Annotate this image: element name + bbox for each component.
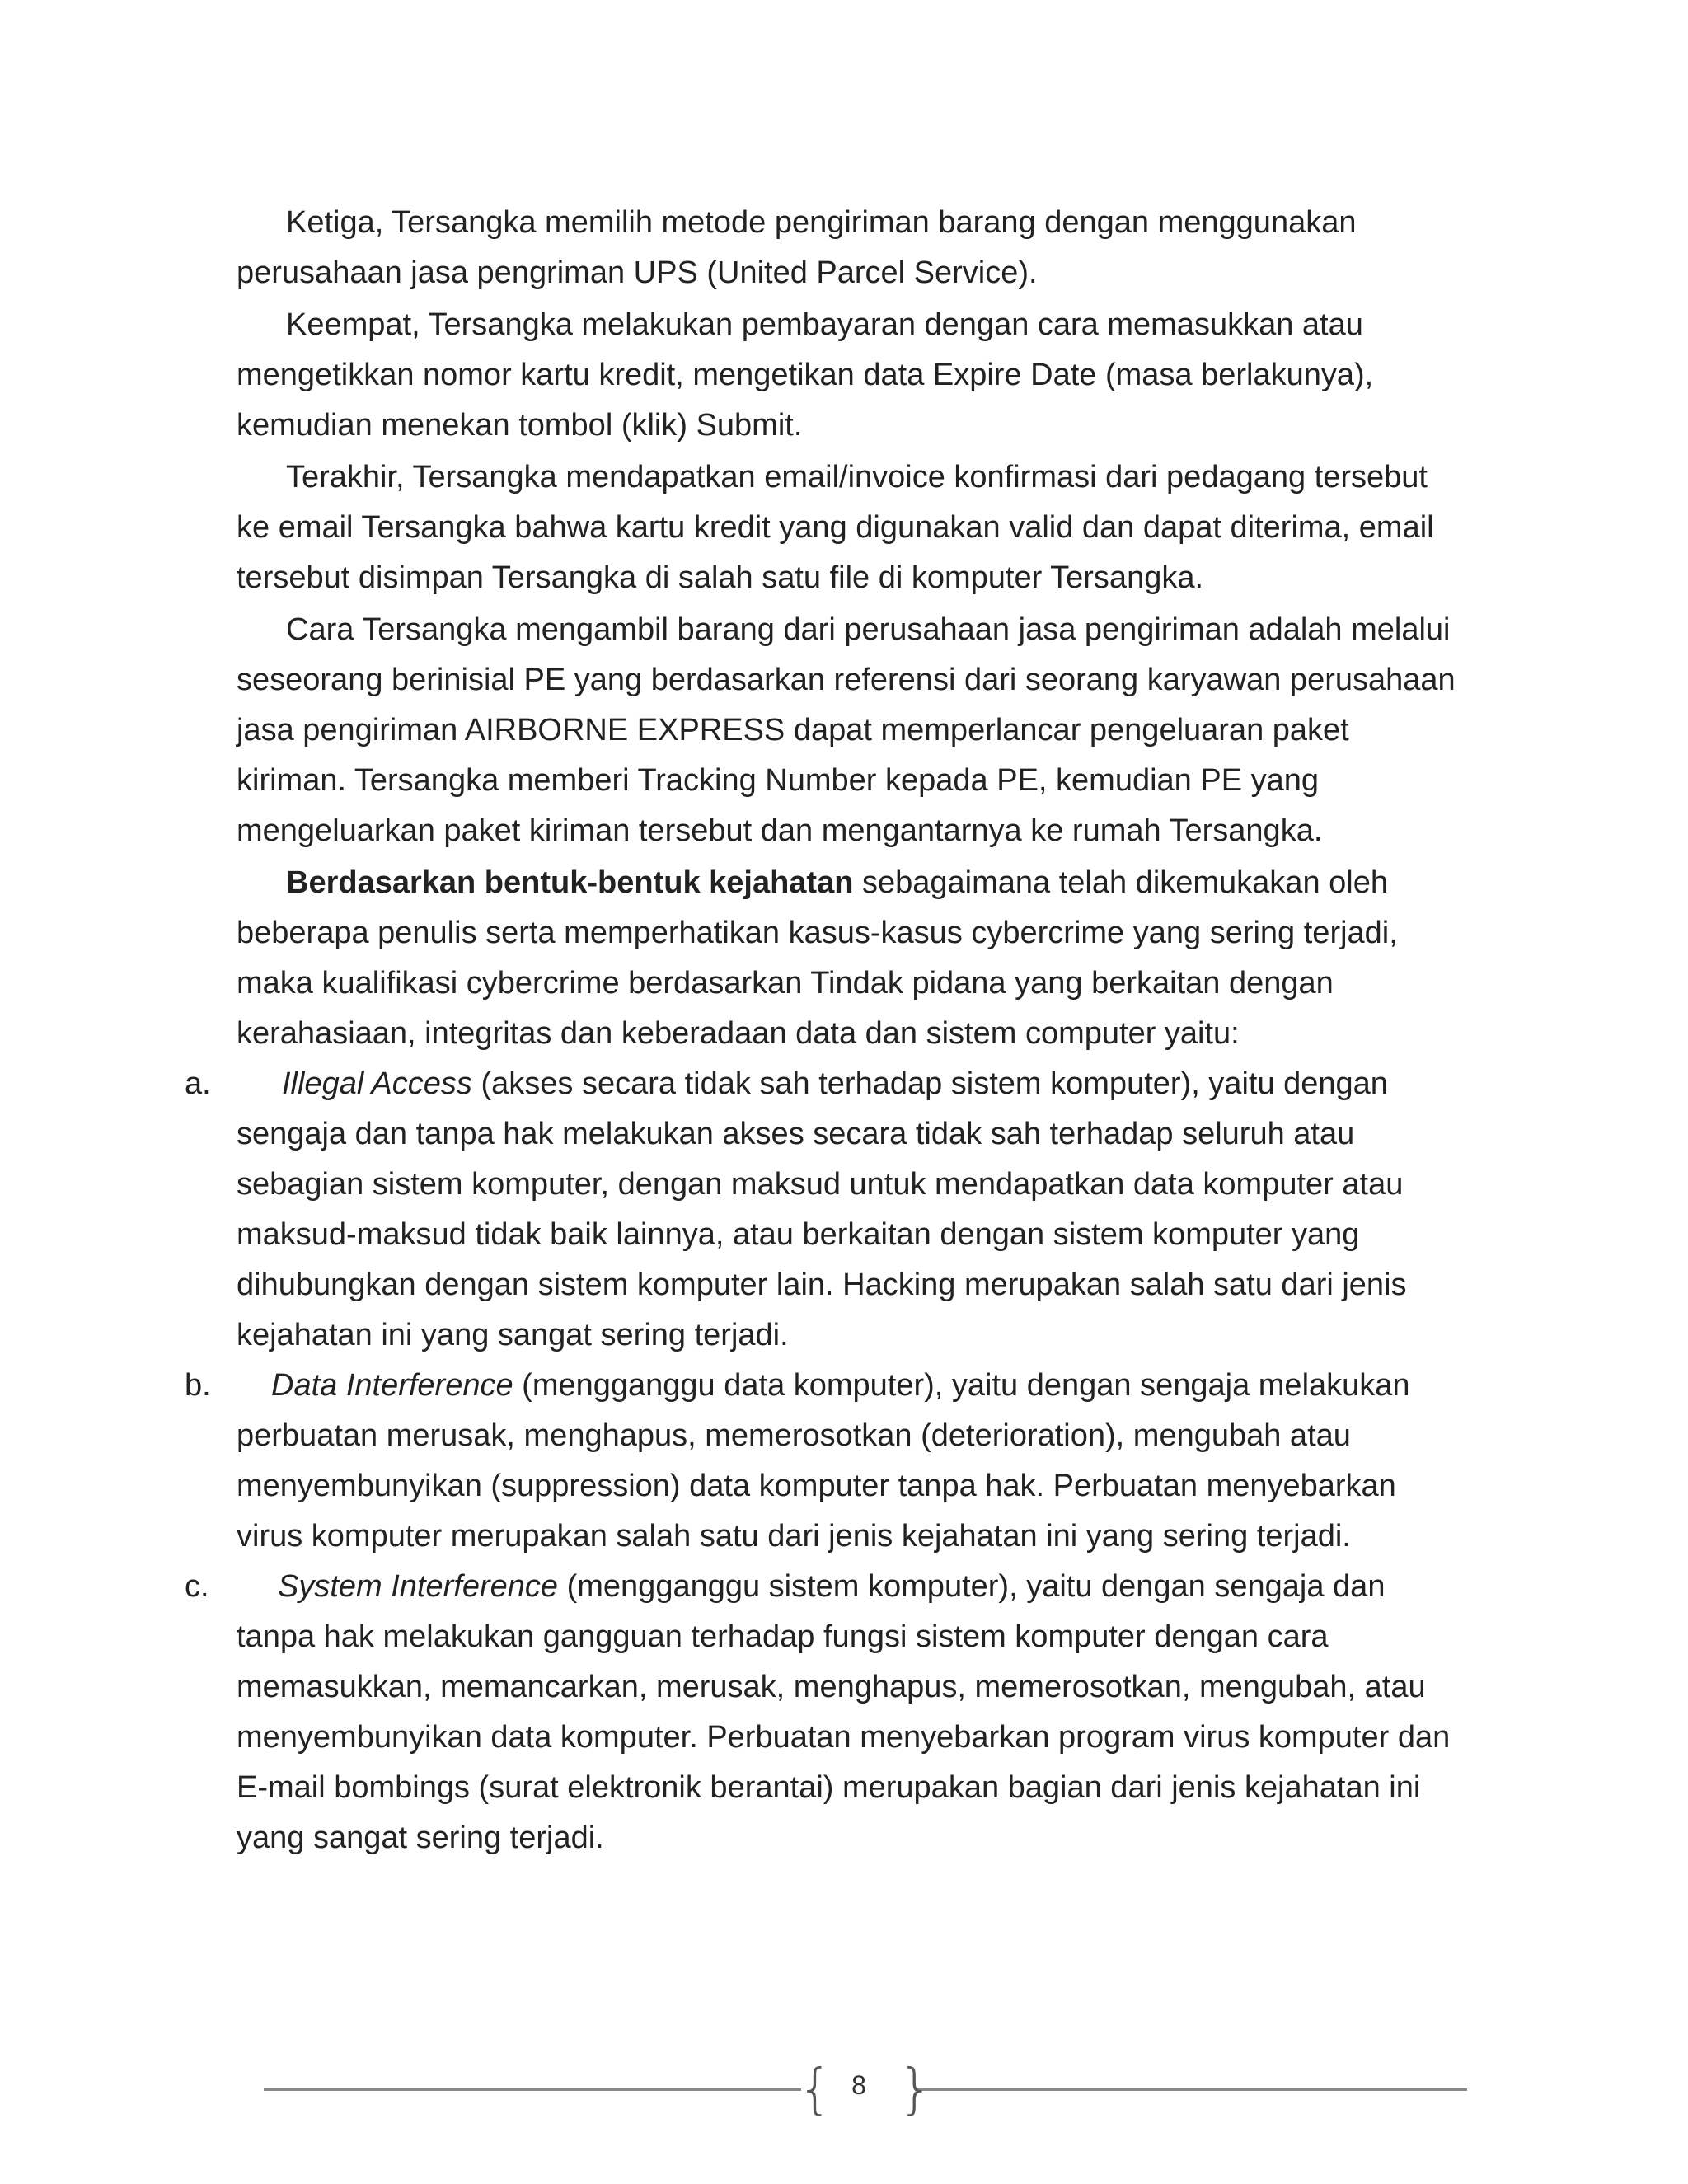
list-item-label: c.	[185, 1569, 209, 1604]
list-item-term: Data Interference	[271, 1368, 513, 1403]
list-item-text: (akses secara tidak sah terhadap sistem komputer), yaitu dengan sengaja dan tanpa hak melakukan akses secara tidak sah terhadap seluruh atau sebagian sistem komputer, dengan maksud untuk mendapatkan data komputer atau maksud-maksud tidak baik lainnya, atau berkaitan dengan sistem komputer yang dihubungkan dengan sistem komputer lain. Hacking merupakan salah satu dari jenis kejahatan ini yang sangat sering terjadi.	[237, 1066, 1407, 1352]
list-item-b	[185, 1361, 1456, 1562]
paragraph-keempat: Keempat, Tersangka melakukan pembayaran dengan cara memasukkan atau mengetikkan nomor kartu kredit, mengetikan data Expire Date (masa berlakunya), kemudian menekan tombol (klik) Submit.	[237, 307, 1374, 443]
list-item-text: (mengganggu data komputer), yaitu dengan sengaja melakukan perbuatan merusak, menghapus, memerosotkan (deterioration), mengubah atau menyembunyikan (suppression) data komputer tanpa hak. Perbuatan menyebarkan virus komputer merupakan salah satu dari jenis kejahatan ini yang sering terjadi.	[237, 1368, 1410, 1554]
list-item-term: System Interference	[278, 1569, 559, 1604]
list-item-label: a.	[185, 1066, 211, 1101]
list-item-term: Illegal Access	[282, 1066, 472, 1101]
intro-text: sebagaimana telah dikemukakan oleh beberapa penulis serta memperhatikan kasus-kasus cybercrime yang sering terjadi, maka kualifikasi cybercrime berdasarkan Tindak pidana yang berkaitan dengan kerahasiaan, integritas dan keberadaan data dan sistem computer yaitu:	[237, 865, 1398, 1051]
paragraph-intro	[237, 858, 1456, 1059]
footer-rule-right	[915, 2088, 1467, 2091]
close-brace-icon: }	[898, 2057, 933, 2121]
paragraph-ketiga: Ketiga, Tersangka memilih metode pengiriman barang dengan menggunakan perusahaan jasa pengriman UPS (United Parcel Service).	[237, 205, 1357, 290]
list-item-label: b.	[185, 1368, 211, 1403]
page-footer	[264, 2057, 1467, 2121]
page-number: 8	[851, 2070, 866, 2100]
paragraph-terakhir: Terakhir, Tersangka mendapatkan email/invoice konfirmasi dari pedagang tersebut ke email Tersangka bahwa kartu kredit yang digunakan valid dan dapat diterima, email tersebut disimpan Tersangka di salah satu file di komputer Tersangka.	[237, 460, 1434, 595]
open-brace-icon: {	[798, 2057, 832, 2121]
list-item-c	[185, 1562, 1456, 1863]
body-text	[185, 198, 1456, 1863]
list-item-a	[185, 1059, 1456, 1361]
intro-bold-phrase: Berdasarkan bentuk-bentuk kejahatan	[286, 865, 854, 900]
footer-rule-left	[264, 2088, 801, 2091]
paragraph-cara-tersangka: Cara Tersangka mengambil barang dari perusahaan jasa pengiriman adalah melalui seseorang berinisial PE yang berdasarkan referensi dari seorang karyawan perusahaan jasa pengiriman AIRBORNE EXPRESS dapat memperlancar pengeluaran paket kiriman. Tersangka memberi Tracking Number kepada PE, kemudian PE yang mengeluarkan paket kiriman tersebut dan mengantarnya ke rumah Tersangka.	[237, 612, 1456, 848]
list-item-text: (mengganggu sistem komputer), yaitu dengan sengaja dan tanpa hak melakukan gangguan terhadap fungsi sistem komputer dengan cara memasukkan, memancarkan, merusak, menghapus, memerosotkan, mengubah, atau menyembunyikan data komputer. Perbuatan menyebarkan program virus komputer dan E-mail bombings (surat elektronik berantai) merupakan bagian dari jenis kejahatan ini yang sangat sering terjadi.	[237, 1569, 1451, 1855]
